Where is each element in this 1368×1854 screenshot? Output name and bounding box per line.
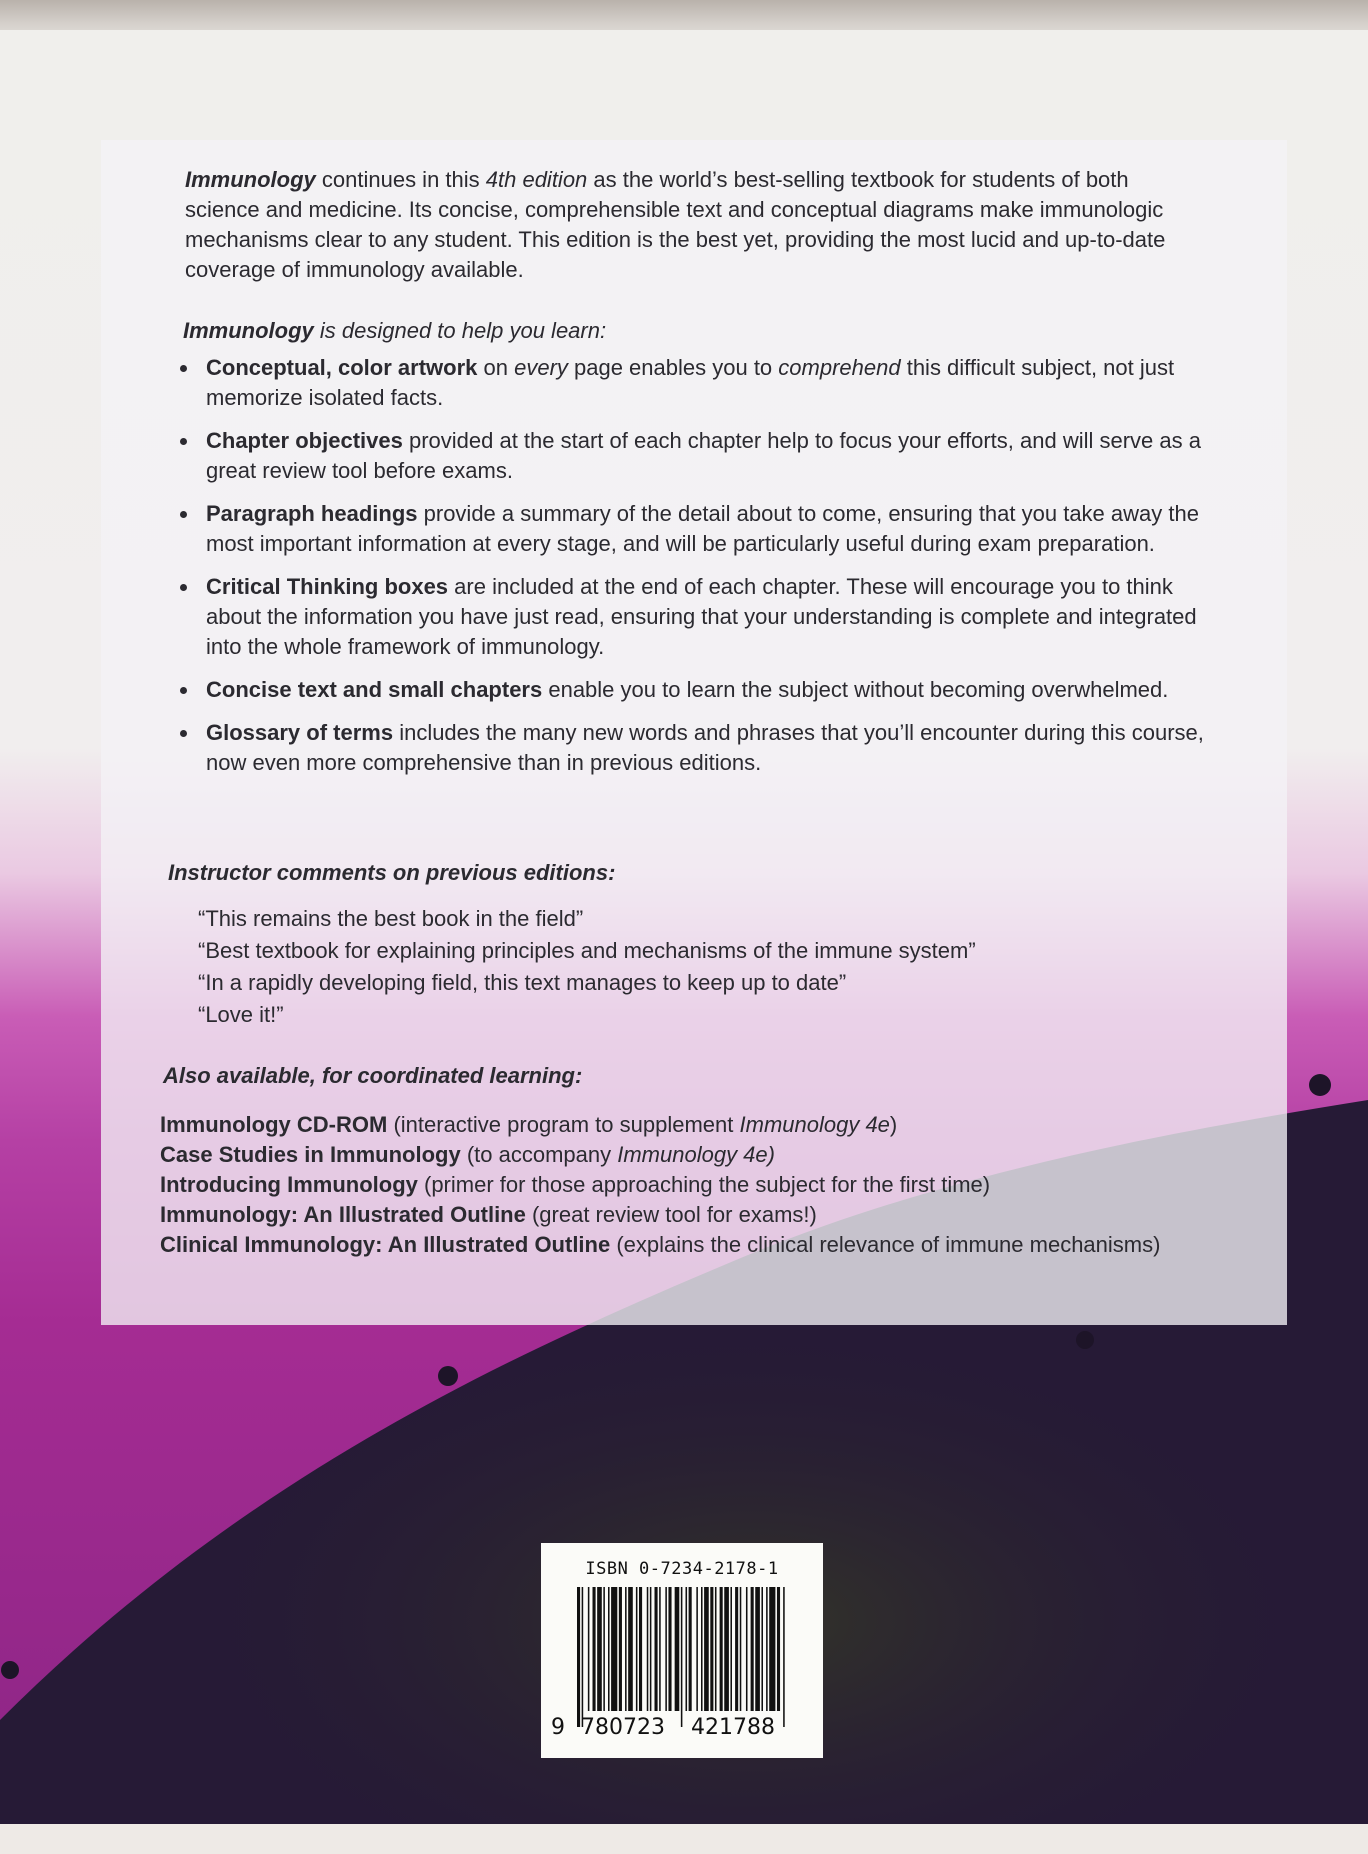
barcode-bar <box>681 1587 683 1727</box>
barcode-bar <box>608 1587 610 1711</box>
barcode-bar <box>766 1587 768 1711</box>
intro-text-2: as the world’s best-selling textbook for students of both science and medicine. Its concise, comprehensible text and conceptual diagrams make immunologic mechanisms clear to any student. This edition is the best yet, providing the most lucid and up-to-date coverage of immunology available. <box>185 167 1166 282</box>
feature-list <box>180 353 1215 791</box>
barcode-bar <box>777 1587 780 1711</box>
list-item: Case Studies in Immunology (to accompany Immunology 4e) <box>160 1142 775 1167</box>
list-item: Conceptual, color artwork on every page enables you to comprehend this difficult subject, not just memorize isolated facts. <box>180 353 1215 413</box>
also-heading: Also available, for coordinated learning: <box>163 1063 583 1088</box>
barcode-bar <box>710 1587 713 1711</box>
barcode-bar <box>659 1587 661 1711</box>
barcode-bar <box>769 1587 775 1711</box>
list-item: Clinical Immunology: An Illustrated Outline (explains the clinical relevance of immune mechanisms) <box>160 1232 1161 1257</box>
barcode-bar <box>740 1587 742 1711</box>
barcode-bar <box>761 1587 763 1711</box>
barcode-bar <box>577 1587 580 1727</box>
barcode-bar <box>597 1587 602 1711</box>
list-item: Introducing Immunology (primer for those approaching the subject for the first time) <box>160 1172 991 1197</box>
barcode-bars <box>577 1587 787 1727</box>
barcode-bar <box>668 1587 671 1711</box>
list-item: Immunology: An Illustrated Outline (great review tool for exams!) <box>160 1202 817 1227</box>
designed-title-word: Immunology <box>183 318 314 343</box>
instructor-heading: Instructor comments on previous editions: <box>168 860 616 885</box>
barcode-bar <box>647 1587 649 1711</box>
barcode-bar <box>689 1587 692 1711</box>
list-item: Paragraph headings provide a summary of the detail about to come, ensuring that you take away the most important information at every stage, and will be particularly useful during exam preparation. <box>180 499 1215 559</box>
barcode-bar <box>625 1587 627 1711</box>
barcode-bar <box>746 1587 748 1711</box>
quote: “Best textbook for explaining principles and mechanisms of the immune system” <box>198 938 976 963</box>
list-item: Concise text and small chapters enable you to learn the subject without becoming overwhelmed. <box>180 675 1215 705</box>
barcode-bar <box>611 1587 617 1711</box>
list-item: Glossary of terms includes the many new words and phrases that you’ll encounter during this course, now even more comprehensive than in previous editions. <box>180 718 1215 778</box>
barcode-bar <box>701 1587 703 1711</box>
quote: “In a rapidly developing field, this text manages to keep up to date” <box>198 970 847 995</box>
barcode-bar <box>628 1587 633 1711</box>
intro-text-1: continues in this <box>315 167 486 192</box>
barcode-digits-right: 421788 <box>691 1715 775 1740</box>
quote-list <box>198 903 976 1031</box>
list-item: Chapter objectives provided at the start of each chapter help to focus your efforts, and will serve as a great review tool before exams. <box>180 426 1215 486</box>
barcode-bar <box>730 1587 732 1711</box>
list-item: Critical Thinking boxes are included at the end of each chapter. These will encourage you to think about the information you have just read, ensuring that your understanding is complete and integrated into the whole framework of immunology. <box>180 572 1215 662</box>
isbn-number: ISBN 0-7234-2178-1 <box>585 1559 779 1579</box>
intro-title-word: Immunology <box>185 167 316 192</box>
barcode-bar <box>755 1587 760 1711</box>
barcode-bar <box>650 1587 652 1711</box>
barcode-bar <box>636 1587 638 1711</box>
intro-paragraph <box>185 165 1205 285</box>
barcode-bar <box>704 1587 709 1711</box>
barcode-bar <box>639 1587 642 1711</box>
barcode-bar <box>619 1587 622 1711</box>
isbn-barcode <box>541 1543 823 1758</box>
also-available-list <box>160 1110 1160 1260</box>
barcode-bar <box>665 1587 667 1711</box>
barcode-bar <box>751 1587 754 1711</box>
barcode-bar <box>696 1587 698 1711</box>
designed-text: is designed to help you learn: <box>313 318 607 343</box>
barcode-bar <box>582 1587 584 1727</box>
barcode-bar <box>686 1587 688 1711</box>
quote: “This remains the best book in the field” <box>198 906 584 931</box>
barcode-bar <box>724 1587 729 1711</box>
barcode-digits-left: 780723 <box>581 1715 665 1740</box>
barcode-bar <box>735 1587 738 1711</box>
barcode-bar <box>675 1587 680 1711</box>
barcode-bar <box>783 1587 785 1727</box>
quote: “Love it!” <box>198 1002 284 1027</box>
barcode-bar <box>588 1587 590 1711</box>
barcode-bar <box>715 1587 717 1711</box>
barcode-digit-first: 9 <box>551 1715 565 1740</box>
barcode-bar <box>720 1587 723 1711</box>
designed-line <box>183 316 1183 346</box>
barcode-bar <box>655 1587 658 1711</box>
intro-edition: 4th edition <box>485 167 588 192</box>
barcode-bar <box>603 1587 605 1711</box>
barcode-bar <box>593 1587 596 1711</box>
list-item: Immunology CD-ROM (interactive program to supplement Immunology 4e) <box>160 1112 898 1137</box>
